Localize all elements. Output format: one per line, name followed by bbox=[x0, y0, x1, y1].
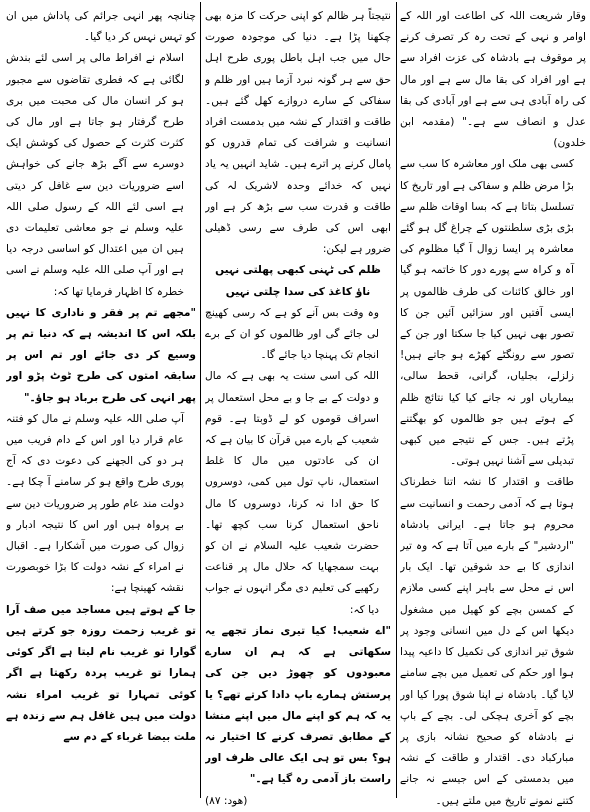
quran-quote: "اے شعیب! کیا تیری نماز تجھے یہ سکھاتی ہے کہ ہم ان سارے معبودوں کو چھوڑ دیں جن کی پرستش ہمارے باپ دادا کرتے تھے؟ یا یہ کہ ہم کو اپنے مال میں اپنے منشا کے مطابق تصرف کرنے کا اختیار نہ ہو؟ بس تو ہی ایک عالی ظرف اور راست باز آدمی رہ گیا ہے۔" bbox=[205, 624, 391, 786]
middle-col-paragraph-3: اللہ کی اسی سنت یہ بھی ہے کہ مال و دولت کے بے جا و بے محل استعمال پر اسراف قوموں کو لے ڈوبتا ہے۔ قوم شعیب کے بارے میں قرآن کا بیان ہے کہ ان کی عادتوں میں مال کا غلط استعمال، ناپ تول میں کمی، دوسروں کا حق ادا نہ کرنا، دوسروں کا مال ناحق استعمال کرنا سب کچھ تھا۔ حضرت شعیب علیہ السلام نے ان کو بہت سمجھایا کہ حلال مال پر قناعت رکھیے کی تعلیم دی مگر انہوں نے جواب دیا کہ: bbox=[205, 370, 379, 616]
right-col-paragraph-3: طاقت و اقتدار کا نشہ اتنا خطرناک ہوتا ہے کہ آدمی رحمت و انسانیت سے محروم ہو جاتا ہے۔ ایرانی بادشاہ "اردشیر" کے بارے میں آتا ہے کہ وہ تیر اندازی کا بے حد شوقین تھا۔ ایک بار اس نے محل سے باہر اپنے کسی ملازم کے کمسن بچے کو کھیل میں مشغول دیکھا اس کے دل میں انسانی وجود پر شوق تیر اندازی کی تکمیل کا داعیہ پیدا ہوا اور حکم کی تعمیل میں بچے سامنے لایا گیا۔ بادشاہ نے اپنا شوق پورا کیا اور بچے کو آخری ہچکی لی۔ بچے کے باپ نے بادشاہ کو صحیح نشانہ بازی پر مبارکباد دی۔ اقتدار و طاقت کے نشہ میں بدمستی کے اس جیسے نہ جانے کتنے نمونے تاریخ میں ملتے ہیں۔ bbox=[400, 476, 574, 807]
left-column bbox=[6, 6, 196, 748]
hadith-quote: "مجھے تم پر فقر و ناداری کا نہیں بلکہ اس کا اندیشہ ہے کہ دنیا تم پر وسیع کر دی جائے اور تم اس پر سابقہ امتوں کی طرح ٹوٹ پڑو اور پھر انہی کی طرح برباد ہو جاؤ۔" bbox=[6, 306, 196, 404]
column-divider-left bbox=[200, 2, 201, 798]
left-col-paragraph-1: چنانچہ پھر انہی جرائم کی پاداش میں ان کو تہس نہس کر دیا گیا۔ bbox=[6, 10, 196, 44]
quran-citation: (ھود: ۸۷) bbox=[205, 794, 248, 807]
right-col-paragraph-1: وقار شریعت اللہ کی اطاعت اور اللہ کے اوامر و نہی کے تحت رہ کر تصرف کرنے پر موقوف ہے بادشاہ کی عزت افراد سے ہے اور افراد کی بقا مال سے ہے اور مال کی راہ آبادی ہی سے ہے اور آبادی کی بقا عدل و انصاف سے ہے۔" (مقدمہ ابن خلدون) bbox=[400, 10, 586, 150]
iqbal-verse: جا کے ہوتے ہیں مساجد میں صف آرا تو غریب زحمت روزہ جو کرتے ہیں گوارا تو غریب نام لیتا ہے اگر کوئی ہمارا تو غریب پردہ رکھتا ہے اگر کوئی تمہارا تو غریب امراء نشہ دولت میں ہیں غافل ہم سے زندہ ہے ملت بیضا غرباء کے دم سے bbox=[6, 603, 196, 743]
right-column bbox=[400, 6, 586, 812]
couplet-line-1: ظلم کی ٹہنی کبھی پھلتی نہیں bbox=[215, 264, 381, 277]
middle-column bbox=[205, 6, 391, 812]
middle-col-paragraph-2: وہ وقت بس آنے کو ہے کہ رسی کھینچ لی جائے گی اور ظالموں کو ان کے برے انجام تک پہنچا دیا جائے گا۔ bbox=[205, 306, 379, 362]
couplet-line-2: ناؤ کاغذ کی سدا چلتی نہیں bbox=[225, 285, 371, 298]
middle-col-paragraph-1: نتیجتاً ہر ظالم کو اپنی حرکت کا مزہ بھی چکھنا پڑا ہے۔ دنیا کی موجودہ صورت حال میں جب اہل باطل پوری طرح اہل حق سے ہر گونہ نبرد آزما ہیں اور ظلم و سفاکی کے سارے دروازے کھل گئے ہیں۔ طاقت و اقتدار کے نشہ میں بدمست افراد انسانیت و شرافت کی تمام قدروں کو پامال کرنے پر اترے ہیں۔ شاید انہیں یہ یاد نہیں کہ خدائے وحدہ لاشریک لہ کی طاقت و قدرت سب سے بڑھ کر ہے اور ابھی اس کی طرف سے رسی ڈھیلی ضرور ہے لیکن: bbox=[205, 10, 391, 256]
left-col-paragraph-3: آپ صلی اللہ علیہ وسلم نے مال کو فتنہ عام قرار دیا اور اس کے دام فریب میں ہر دو کی الجھنے کی دعوت دی کہ آج پوری طرح واقع ہو کر سامنے آ چکا ہے۔ دولت مند عام طور پر ضروریات دین سے بے پرواہ ہیں اور اس کا نتیجہ ادبار و زوال کی صورت میں آشکارا ہے۔ اقبال نے امراء کے نشہ دولت کا بڑا خوبصورت نقشہ کھینچا ہے: bbox=[6, 412, 184, 595]
column-divider-right bbox=[396, 2, 397, 798]
left-col-paragraph-2: اسلام نے افراط مالی پر اسی لئے بندش لگائی ہے کہ فطری تقاضوں سے مجبور ہو کر انسان مال کی محبت میں بری طرح گرفتار ہو جاتا ہے اور مال کی کثرت کثرت کے حصول کی کوشش ایک دوسرے سے آگے بڑھ جانے کی خواہش اسے ضروریات دین سے غافل کر دیتی ہے اسی لئے اللہ کے رسول صلی اللہ علیہ وسلم نے جو معاشی تعلیمات دی ہیں ان میں اعتدال کو اساسی درجہ دیا ہے اور آپ صلی اللہ علیہ وسلم نے اسی خطرہ کا اظہار فرمایا تھا کہ: bbox=[6, 52, 184, 298]
right-col-paragraph-2: کسی بھی ملک اور معاشرہ کا سب سے بڑا مرض ظلم و سفاکی ہے اور تاریخ کا تسلسل بتاتا ہے کہ بسا اوقات ظلم سے بڑی بڑی سلطنتوں کے چراغ گل ہو گئے معاشرہ پر ایسا زوال آ گیا مظلوم کی آہ و کراہ سے پورے دور کا خاتمہ ہو گیا اور خالق کائنات کی طرف ظالموں پر ایسی آفتیں اور سزائیں آئیں جن کا تصور بھی نہیں کیا جا سکتا اور جن کے تصور سے رونگٹے کھڑے ہو جاتے ہیں! زلزلے، بجلیاں، گرانی، قحط سالی، بیماریاں اور نہ جانے کیا کیا نتائج ظلم کے ہوتے ہیں جو ظالموں کو بھگتنے پڑتے ہیں۔ جس کے نتیجے میں کبھی تبدیلی سے آشنا نہیں ہوتی۔ bbox=[400, 158, 574, 468]
